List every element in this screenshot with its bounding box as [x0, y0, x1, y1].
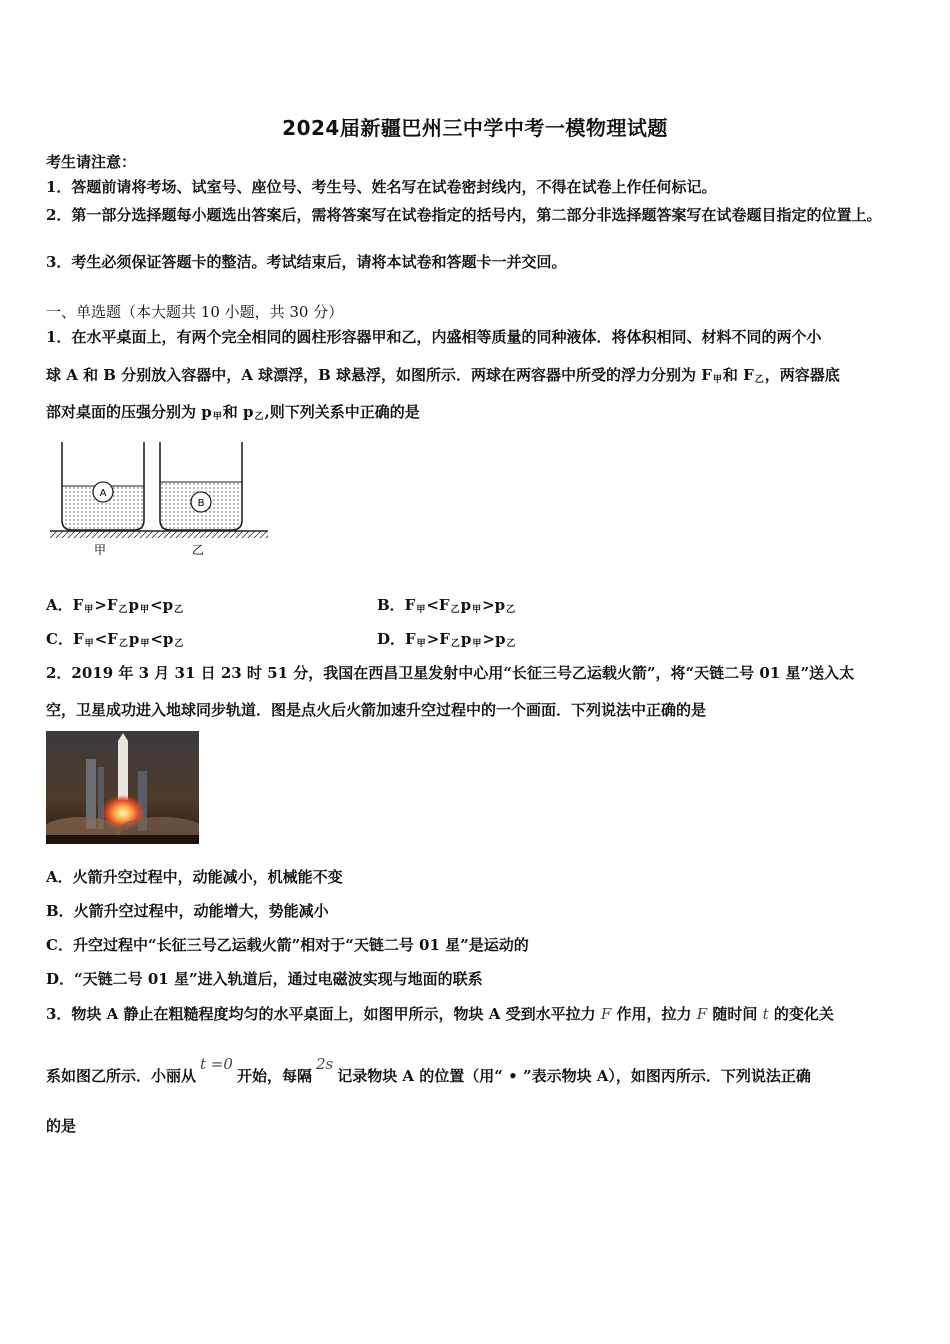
q1-option-c[interactable]: C．$F_甲<F_乙p_甲<p_乙$: [46, 630, 184, 649]
q3-line-3: 的是: [46, 1117, 77, 1135]
section-heading: 一、单选题（本大题共 10 小题，共 30 分）: [46, 303, 344, 321]
q1-line-2: 球 A 和 B 分别放入容器中，A 球漂浮，B 球悬浮，如图所示．两球在两容器中所受的浮力分别为 $F_甲$和 $F_乙$，两容器底: [46, 366, 840, 385]
q2-option-a[interactable]: A．火箭升空过程中，动能减小，机械能不变: [46, 868, 343, 886]
containers-figure: [48, 438, 270, 560]
q1-option-a[interactable]: A．$F_甲>F_乙p_甲<p_乙$: [46, 596, 184, 615]
table-surface: [50, 531, 268, 538]
rocket-body: [118, 741, 128, 803]
notice-header: 考生请注意：: [46, 153, 137, 171]
container-jia: [62, 442, 144, 530]
q1-option-b[interactable]: B．$F_甲<F_乙p_甲>p_乙$: [377, 596, 516, 615]
page-title: 2024届新疆巴州三中学中考一模物理试题: [282, 116, 668, 140]
q2-option-d[interactable]: D．“天链二号 01 星”进入轨道后，通过电磁波实现与地面的联系: [46, 970, 483, 988]
label-jia: 甲: [93, 543, 107, 557]
ball-a-label: A: [99, 488, 107, 499]
q1-line-1: 1．在水平桌面上，有两个完全相同的圆柱形容器甲和乙，内盛相等质量的同种液体．将体积相同、材料不同的两个小: [46, 328, 822, 346]
q2-line-1: 2．2019 年 3 月 31 日 23 时 51 分，我国在西昌卫星发射中心用“长征三号乙运载火箭”，将“天链二号 01 星”送入太: [46, 664, 855, 682]
q3-line-1: 3．物块 A 静止在粗糙程度均匀的水平桌面上，如图甲所示，物块 A 受到水平拉力 F 作用，拉力 F 随时间 t 的变化关: [46, 1005, 834, 1023]
q2-option-c[interactable]: C．升空过程中“长征三号乙运载火箭”相对于“天链二号 01 星”是运动的: [46, 936, 529, 954]
ball-b-label: B: [197, 498, 205, 509]
container-yi: [160, 442, 242, 530]
label-yi: 乙: [191, 543, 205, 557]
rocket-launch-photo: [46, 731, 199, 844]
q1-line-3: 部对桌面的压强分别为 $p_甲$和 $p_乙$,则下列关系中正确的是: [46, 403, 420, 422]
q2-line-2: 空，卫星成功进入地球同步轨道．图是点火后火箭加速升空过程中的一个画面．下列说法中正确的是: [46, 701, 707, 719]
q2-option-b[interactable]: B．火箭升空过程中，动能增大，势能减小: [46, 902, 329, 920]
notice-item-1: 1．答题前请将考场、试室号、座位号、考生号、姓名写在试卷密封线内，不得在试卷上作任何标记。: [46, 178, 717, 196]
notice-item-3: 3．考生必须保证答题卡的整洁。考试结束后，请将本试卷和答题卡一并交回。: [46, 253, 567, 271]
notice-item-2: 2．第一部分选择题每小题选出答案后，需将答案写在试卷指定的括号内，第二部分非选择题答案写在试卷题目指定的位置上。: [46, 206, 882, 224]
q1-option-d[interactable]: D．$F_甲>F_乙p_甲>p_乙$: [377, 630, 516, 649]
q3-line-2: 系如图乙所示．小丽从t =0开始，每隔2s记录物块 A 的位置（用“ • ”表示物块 A），如图丙所示．下列说法正确: [46, 1055, 811, 1085]
